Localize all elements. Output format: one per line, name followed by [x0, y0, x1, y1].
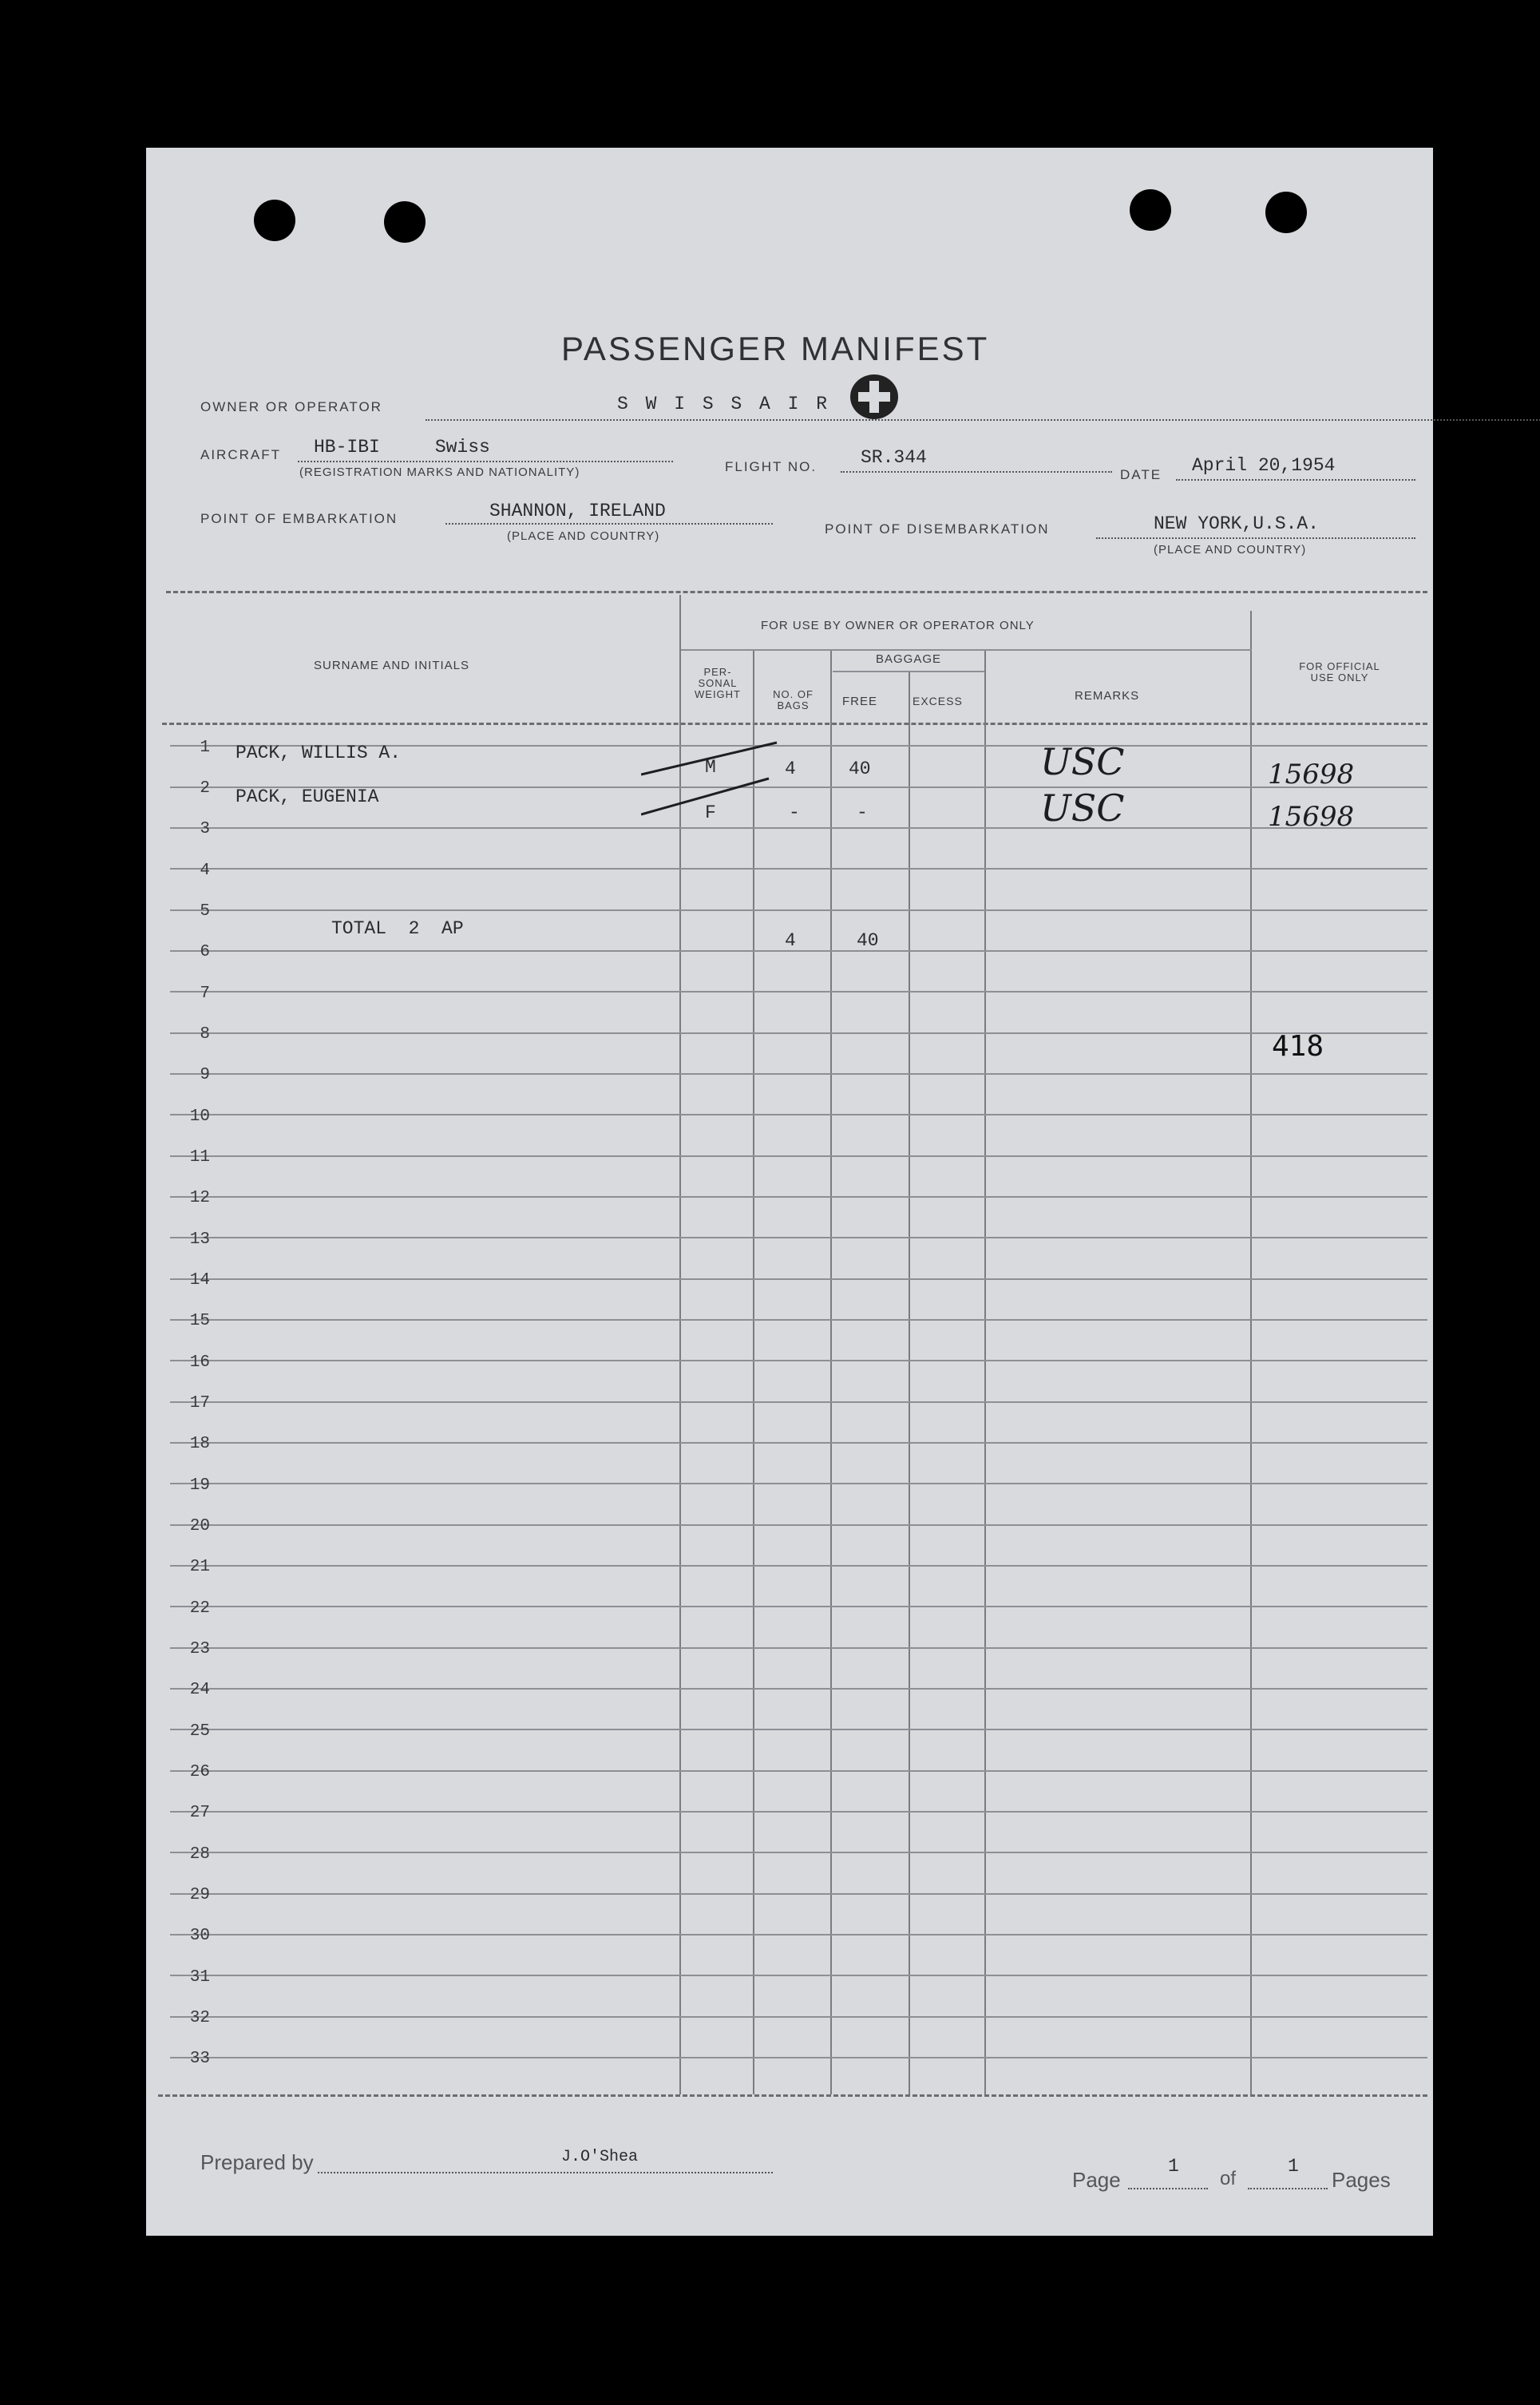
aircraft-label: AIRCRAFT: [200, 447, 281, 462]
prepared-line: [318, 2172, 773, 2173]
row-number: 26: [189, 1763, 210, 1781]
punch-hole: [1265, 192, 1307, 233]
swissair-logo: [846, 371, 902, 422]
punch-hole: [384, 201, 426, 243]
row-line: [170, 1852, 1427, 1853]
passenger-free: 40: [849, 759, 871, 779]
row-number: 33: [189, 2050, 210, 2068]
row-number: 25: [189, 1722, 210, 1741]
row-number: 30: [189, 1927, 210, 1945]
row-line: [170, 1524, 1427, 1526]
passenger-name: PACK, EUGENIA: [236, 786, 379, 807]
row-number: 1: [200, 739, 210, 757]
row-number: 10: [189, 1107, 210, 1126]
col-remarks-header: REMARKS: [1075, 689, 1140, 703]
row-line: [170, 1278, 1427, 1280]
pages-label: Pages: [1332, 2168, 1391, 2192]
prepared-label: Prepared by: [200, 2150, 314, 2174]
row-number: 27: [189, 1804, 210, 1822]
owner-use-header: FOR USE BY OWNER OR OPERATOR ONLY: [761, 619, 1035, 632]
page-total: 1: [1288, 2156, 1299, 2177]
col-free-header: FREE: [842, 695, 878, 708]
row-line: [170, 1770, 1427, 1772]
row-number: 18: [189, 1435, 210, 1453]
row-number: 31: [189, 1968, 210, 1987]
passenger-remarks: USC: [1040, 786, 1125, 830]
row-line: [170, 1073, 1427, 1075]
row-number: 29: [189, 1886, 210, 1904]
owner-line: [426, 419, 1540, 421]
col-weight-header: PER-SONAL WEIGHT: [695, 666, 741, 700]
row-line: [170, 1483, 1427, 1484]
page-total-line: [1248, 2188, 1328, 2189]
row-number: 9: [200, 1066, 210, 1084]
owner-value: S W I S S A I R: [617, 394, 831, 414]
table-header-border: [162, 723, 1427, 725]
col-official-header: FOR OFFICIAL USE ONLY: [1299, 660, 1380, 683]
baggage-rule: [833, 671, 984, 672]
of-label: of: [1220, 2168, 1237, 2189]
row-line: [170, 1647, 1427, 1649]
row-line: [170, 1237, 1427, 1238]
passenger-name: PACK, WILLIS A.: [236, 743, 402, 763]
row-line: [170, 1032, 1427, 1034]
row-number: 8: [200, 1025, 210, 1044]
embarkation-line: [445, 523, 773, 525]
header-rule: [681, 649, 1252, 651]
row-line: [170, 1196, 1427, 1198]
passenger-bags: -: [789, 802, 800, 823]
row-number: 7: [200, 985, 210, 1003]
col-excess-header: EXCESS: [913, 695, 963, 707]
embarkation-label: POINT OF EMBARKATION: [200, 511, 398, 526]
page-num: 1: [1168, 2156, 1179, 2177]
table-top-border: [166, 591, 1427, 593]
col-divider: [1250, 611, 1252, 2094]
row-line: [170, 1360, 1427, 1361]
row-number: 13: [189, 1230, 210, 1249]
row-number: 15: [189, 1312, 210, 1330]
table-bottom-border: [158, 2094, 1427, 2097]
row-number: 21: [189, 1558, 210, 1576]
stamp-number: 418: [1272, 1030, 1324, 1063]
row-line: [170, 950, 1427, 952]
row-number: 2: [200, 779, 210, 798]
passenger-weight: M: [705, 757, 716, 778]
col-divider: [909, 671, 910, 2094]
manifest-sheet: [146, 148, 1433, 2236]
total-free: 40: [857, 930, 879, 951]
row-line: [170, 1565, 1427, 1567]
row-line: [170, 868, 1427, 870]
disembarkation-label: POINT OF DISEMBARKATION: [825, 521, 1050, 537]
disembarkation-caption: (PLACE AND COUNTRY): [1154, 543, 1307, 557]
page-label: Page: [1072, 2168, 1121, 2192]
row-number: 32: [189, 2009, 210, 2027]
row-line: [170, 1606, 1427, 1607]
flight-value: SR.344: [861, 447, 927, 468]
row-number: 6: [200, 943, 210, 961]
col-bags-header: NO. OF BAGS: [773, 688, 814, 711]
row-line: [170, 1729, 1427, 1730]
passenger-weight: F: [705, 802, 716, 823]
date-value: April 20,1954: [1192, 455, 1336, 476]
row-line: [170, 1688, 1427, 1690]
embarkation-value: SHANNON, IRELAND: [489, 501, 666, 521]
total-label: TOTAL 2 AP: [331, 918, 464, 939]
row-line: [170, 1114, 1427, 1115]
owner-label: OWNER OR OPERATOR: [200, 399, 382, 414]
date-label: DATE: [1120, 467, 1162, 482]
row-line: [170, 2016, 1427, 2018]
flight-line: [841, 471, 1112, 473]
passenger-bags: 4: [785, 759, 796, 779]
aircraft-caption: (REGISTRATION MARKS AND NATIONALITY): [299, 466, 580, 479]
passenger-free: -: [857, 802, 868, 823]
row-number: 22: [189, 1599, 210, 1618]
baggage-header: BAGGAGE: [875, 652, 942, 666]
row-number: 20: [189, 1517, 210, 1535]
prepared-value: J.O'Shea: [561, 2148, 639, 2166]
row-number: 23: [189, 1640, 210, 1658]
row-line: [170, 909, 1427, 911]
row-number: 24: [189, 1681, 210, 1699]
punch-hole: [254, 200, 295, 241]
row-line: [170, 1155, 1427, 1157]
row-number: 11: [189, 1148, 210, 1167]
page-num-line: [1128, 2188, 1208, 2189]
passenger-official: 15698: [1268, 801, 1355, 833]
row-number: 17: [189, 1394, 210, 1412]
row-line: [170, 991, 1427, 993]
col-name-header: SURNAME AND INITIALS: [314, 659, 470, 672]
row-number: 16: [189, 1353, 210, 1372]
row-line: [170, 1442, 1427, 1444]
date-line: [1176, 479, 1415, 481]
row-line: [170, 1401, 1427, 1403]
passenger-remarks: USC: [1040, 740, 1125, 783]
embarkation-caption: (PLACE AND COUNTRY): [507, 529, 660, 543]
row-line: [170, 1811, 1427, 1813]
row-number: 4: [200, 862, 210, 880]
row-line: [170, 2057, 1427, 2058]
row-number: 14: [189, 1271, 210, 1290]
total-bags: 4: [785, 930, 796, 951]
flight-label: FLIGHT NO.: [725, 459, 818, 474]
row-line: [170, 1934, 1427, 1935]
row-number: 19: [189, 1476, 210, 1495]
row-line: [170, 1975, 1427, 1976]
row-number: 28: [189, 1845, 210, 1864]
disembarkation-line: [1096, 537, 1415, 539]
disembarkation-value: NEW YORK,U.S.A.: [1154, 513, 1320, 534]
row-line: [170, 1893, 1427, 1895]
row-line: [170, 1319, 1427, 1321]
row-number: 12: [189, 1189, 210, 1207]
page-title: PASSENGER MANIFEST: [561, 330, 990, 367]
punch-hole: [1130, 189, 1171, 231]
aircraft-value: HB-IBI Swiss: [314, 437, 490, 458]
row-number: 5: [200, 902, 210, 921]
strike-marks: [641, 735, 833, 830]
row-number: 3: [200, 820, 210, 838]
passenger-official: 15698: [1268, 759, 1355, 790]
aircraft-line: [298, 461, 673, 462]
